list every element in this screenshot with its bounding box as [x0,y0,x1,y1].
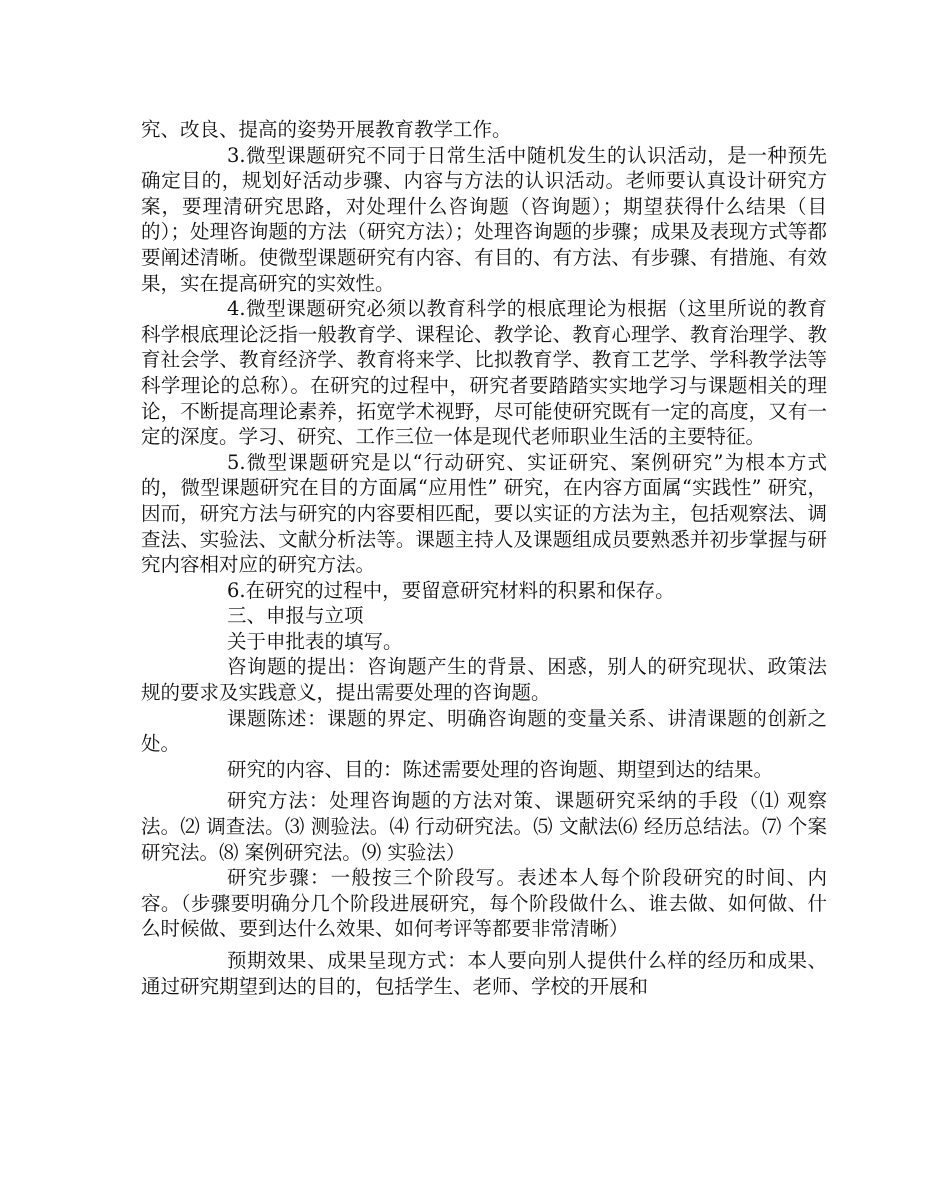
paragraph-content-goal: 研究的内容、目的：陈述需要处理的咨询题、期望到达的结果。 [227,757,774,781]
paragraph-research-steps: 研究步骤：一般按三个阶段写。表述本人每个阶段研究的时间、内容。（步骤要明确分几个阶段进展研究，每个阶段做什么、谁去做、如何做、什么时候做、要到达什么效果、如何考评等都要非常清晰） [141,866,827,941]
paragraph-item-6: 6.在研究的过程中，要留意研究材料的积累和保存。 [227,578,675,602]
paragraph-topic-statement: 课题陈述：课题的界定、明确咨询题的变量关系、讲清课题的创新之处。 [141,706,827,756]
paragraph-form-filling: 关于申批表的填写。 [227,629,403,653]
paragraph-research-methods: 研究方法：处理咨询题的方法对策、课题研究采纳的手段（⑴ 观察法。⑵ 调查法。⑶ 测验法。⑷ 行动研究法。⑸ 文献法⑹ 经历总结法。⑺ 个案研究法。⑻ 案例研究法。⑼ 实验法） [141,789,827,864]
paragraph-problem-raising: 咨询题的提出：咨询题产生的背景、困惑，别人的研究现状、政策法规的要求及实践意义，提出需要处理的咨询题。 [141,655,827,705]
paragraph-item-3: 3.微型课题研究不同于日常生活中随机发生的认识活动，是一种预先确定目的，规划好活动步骤、内容与方法的认识活动。老师要认真设计研究方案，要理清研究思路，对处理什么咨询题（咨询题）；期望获得什么结果（目的）；处理咨询题的方法（研究方法）；处理咨询题的步骤；成果及表现方式等都要阐述清晰。使微型课题研究有内容、有目的、有方法、有步骤、有措施、有效果，实在提高研究的实效性。 [141,143,827,295]
paragraph-expected-results: 预期效果、成果呈现方式：本人要向别人提供什么样的经历和成果、通过研究期望到达的目的，包括学生、老师、学校的开展和 [141,949,827,998]
paragraph-item-4: 4.微型课题研究必须以教育科学的根底理论为根据（这里所说的教育科学根底理论泛指一般教育学、课程论、教学论、教育心理学、教育治理学、教育社会学、教育经济学、教育将来学、比拟教育学、教育工艺学、学科教学法等科学理论的总称）。在研究的过程中，研究者要踏踏实实地学习与课题相关的理论，不断提高理论素养，拓宽学术视野，尽可能使研究既有一定的高度，又有一定的深度。学习、研究、工作三位一体是现代老师职业生活的主要特征。 [141,297,827,449]
section-heading-declaration: 三、申报与立项 [227,604,364,628]
paragraph-item-5: 5.微型课题研究是以“行动研究、实证研究、案例研究”为根本方式的，微型课题研究在目的方面属“应用性” 研究，在内容方面属“实践性” 研究，因而，研究方法与研究的内容要相匹配，要以实证的方法为主，包括观察法、调查法、实验法、文献分析法等。课题主持人及课题组成员要熟悉并初步掌握与研究内容相对应的研究方法。 [141,450,827,577]
document-body [141,117,827,999]
paragraph-continuation: 究、改良、提高的姿势开展教育教学工作。 [141,118,512,141]
